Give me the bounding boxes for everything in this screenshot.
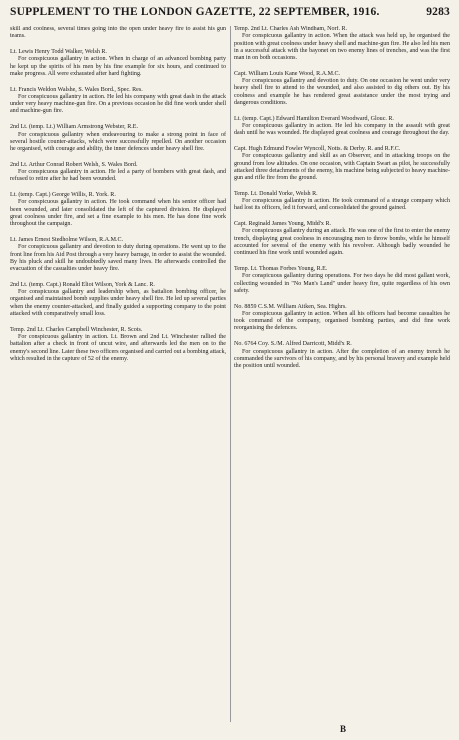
entry-citation: For conspicuous gallantry in action. After the completion of an enemy trench he commanded the survivors of his company, and by his personal bravery and example held the position until wounded. [234, 348, 450, 369]
entry-name: Capt. Reginald James Young, Midd'x R. [234, 221, 332, 228]
citation-entry [10, 162, 226, 184]
right-column [234, 26, 450, 722]
citation-entry [10, 26, 226, 41]
entry-name: Lt. Francis Weldon Walshe, S. Wales Bord., Spec. Res. [10, 86, 143, 93]
page-header [10, 6, 450, 22]
entry-citation: For conspicuous gallantry and devotion to duty during operations. He went up to the front line from his Aid Post through a very heavy barrage, in order to assist the wounded. By his pluck and skill he undoubtedly saved many lives. He afterwards controlled the evacuation of the casualties under heavy fire. [10, 244, 226, 273]
gazette-page [10, 6, 450, 736]
entry-citation: skill and coolness, several times going into the open under heavy fire to assist his gun teams. [10, 26, 226, 40]
citation-entry [234, 221, 450, 257]
entry-citation: For conspicuous gallantry in action. Lt. Brown and 2nd Lt. Winchester rallied the battalion after a check in front of uncut wire, and afterwards led the men on to the enemy's second line. Later these two officers organised and carried out a bombing attack, which resulted in the capture of 52 of the enemy. [10, 334, 226, 362]
entry-citation: For conspicuous gallantry in action. He led a party of bombers with great dash, and refused to retire after he had been wounded. [10, 169, 226, 183]
citation-entry [10, 237, 226, 273]
citation-entry [10, 49, 226, 78]
citation-entry [234, 191, 450, 213]
entry-name: Lt. (temp. Capt.) George Willis, R. York. R. [10, 192, 116, 199]
entry-name: No. 8859 C.S.M. William Aitken, Sea. Highrs. [234, 303, 347, 310]
entry-name: Temp. Lt. Donald Yorke, Welsh R. [234, 190, 318, 197]
entry-name: Temp. Lt. Thomas Forbes Young, R.E. [234, 266, 328, 273]
citation-entry [234, 304, 450, 333]
entry-citation: For conspicuous gallantry in action. He led his company in the assault with great dash until he was wounded. He displayed great coolness and courage throughout the day. [234, 122, 450, 137]
entry-citation: For conspicuous gallantry in action. When in charge of an advanced bombing party he kept up the spirits of his men by his fine example for six hours, and continued to make progress. All were exhausted after hard fighting. [10, 56, 226, 77]
entry-name: 2nd Lt. (temp. Lt.) William Armstrong Webster, R.E. [10, 124, 138, 131]
citation-entry [10, 87, 226, 116]
citation-entry [234, 266, 450, 295]
page-number: 9283 [426, 6, 450, 18]
entry-citation: For conspicuous gallantry in action. He took command of a strange company which had lost its officers, led it forward, and consolidated the ground gained. [234, 198, 450, 212]
citation-entry [234, 341, 450, 370]
citation-entry [234, 71, 450, 107]
citation-entry [234, 116, 450, 138]
entry-name: Lt. Lewis Henry Todd Walker, Welsh R. [10, 49, 107, 56]
left-column [10, 26, 226, 722]
entry-name: Lt. (temp. Capt.) Edward Hamilton Everard Woodward, Glouc. R. [234, 115, 394, 122]
entry-name: Temp. 2nd Lt. Charles Ash Windham, Norf. R. [234, 26, 348, 32]
entry-name: Lt. James Ernest Stedholme Wilson, R.A.M.C. [10, 237, 124, 244]
entry-citation: For conspicuous gallantry when endeavouring to make a strong point in face of several hostile counter-attacks, which were successfully repelled. On another occasion he organised, with courage and ability, the inner defences under heavy shell fire. [10, 131, 226, 153]
citation-entry [234, 146, 450, 182]
citation-entry [10, 327, 226, 363]
citation-entry [10, 282, 226, 318]
entry-citation: For conspicuous gallantry and devotion to duty. On one occasion he went under very heavy shell fire to attend to the wounded, and also assisted to dig others out. By his coolness and example he has rendered great assistance under the most trying and dangerous conditions. [234, 78, 450, 106]
entry-name: Capt. Hugh Edmund Fowler Wyncoll, Notts. & Derby. R. and R.F.C. [234, 146, 401, 153]
citation-entry [10, 192, 226, 228]
citation-entry [10, 124, 226, 153]
citation-entry [234, 26, 450, 62]
entry-name: Temp. 2nd Lt. Charles Campbell Winchester, R. Scots. [10, 326, 143, 333]
entry-name: 2nd Lt. (temp. Capt.) Ronald Eliot Wilson, York & Lanc. R. [10, 281, 155, 288]
entry-citation: For conspicuous gallantry in action. When the attack was held up, he organised the position with great coolness under heavy shell and machine-gun fire. He also led his men in a successful attack with the bayonet on two enemy lines of trenches, and was the first man in on both occasions. [234, 33, 450, 61]
entry-name: 2nd Lt. Arthur Conrad Robert Welsh, S. Wales Bord. [10, 161, 138, 168]
column-divider [230, 26, 231, 722]
columns-container [10, 26, 450, 722]
entry-name: No. 6764 Coy. S./M. Alfred Darricott, Midd'x R. [234, 341, 352, 348]
entry-citation: For conspicuous gallantry during an attack. He was one of the first to enter the enemy trench, displaying great coolness in encouraging men to throw bombs, while he himself accounted for several of the enemy with his revolver. Although badly wounded he continued his fine work until wounded again. [234, 228, 450, 257]
entry-citation: For conspicuous gallantry and leadership when, as battalion bombing officer, he organised and maintained bomb supplies under heavy shell fire. He led up several parties when the enemy counter-attacked, and finally guided a supporting company to the point attacked with comparatively small loss. [10, 289, 226, 317]
entry-citation: For conspicuous gallantry and skill as an Observer, and in attacking troops on the ground from low altitudes. On one occasion, with Captain Swart as pilot, he successfully attacked three detachments of the enemy, his machine being subjected to heavy machine-gun and rifle fire from the ground. [234, 153, 450, 182]
entry-name: Capt. William Louis Kane Wood, R.A.M.C. [234, 70, 341, 77]
entry-citation: For conspicuous gallantry in action. He took command when his senior officer had been wounded, and later consolidated the left of the captured division. He displayed great coolness under fire, and set a fine example to his men. He has done fine work throughout the campaign. [10, 199, 226, 228]
page-title: SUPPLEMENT TO THE LONDON GAZETTE, 22 SEPTEMBER, 1916. [10, 6, 380, 18]
signature-mark: B [340, 724, 347, 734]
entry-citation: For conspicuous gallantry during operations. For two days he did most gallant work, collecting wounded in "No Man's Land" under heavy fire, quite regardless of his own safety. [234, 273, 450, 294]
entry-citation: For conspicuous gallantry in action. When all his officers had become casualties he took command of the company, organised bombing parties, and did fine work reorganising the defences. [234, 310, 450, 332]
entry-citation: For conspicuous gallantry in action. He led his company with great dash in the attack under very heavy machine-gun fire. On a previous occasion he did fine work under shell and machine-gun fire. [10, 93, 226, 115]
